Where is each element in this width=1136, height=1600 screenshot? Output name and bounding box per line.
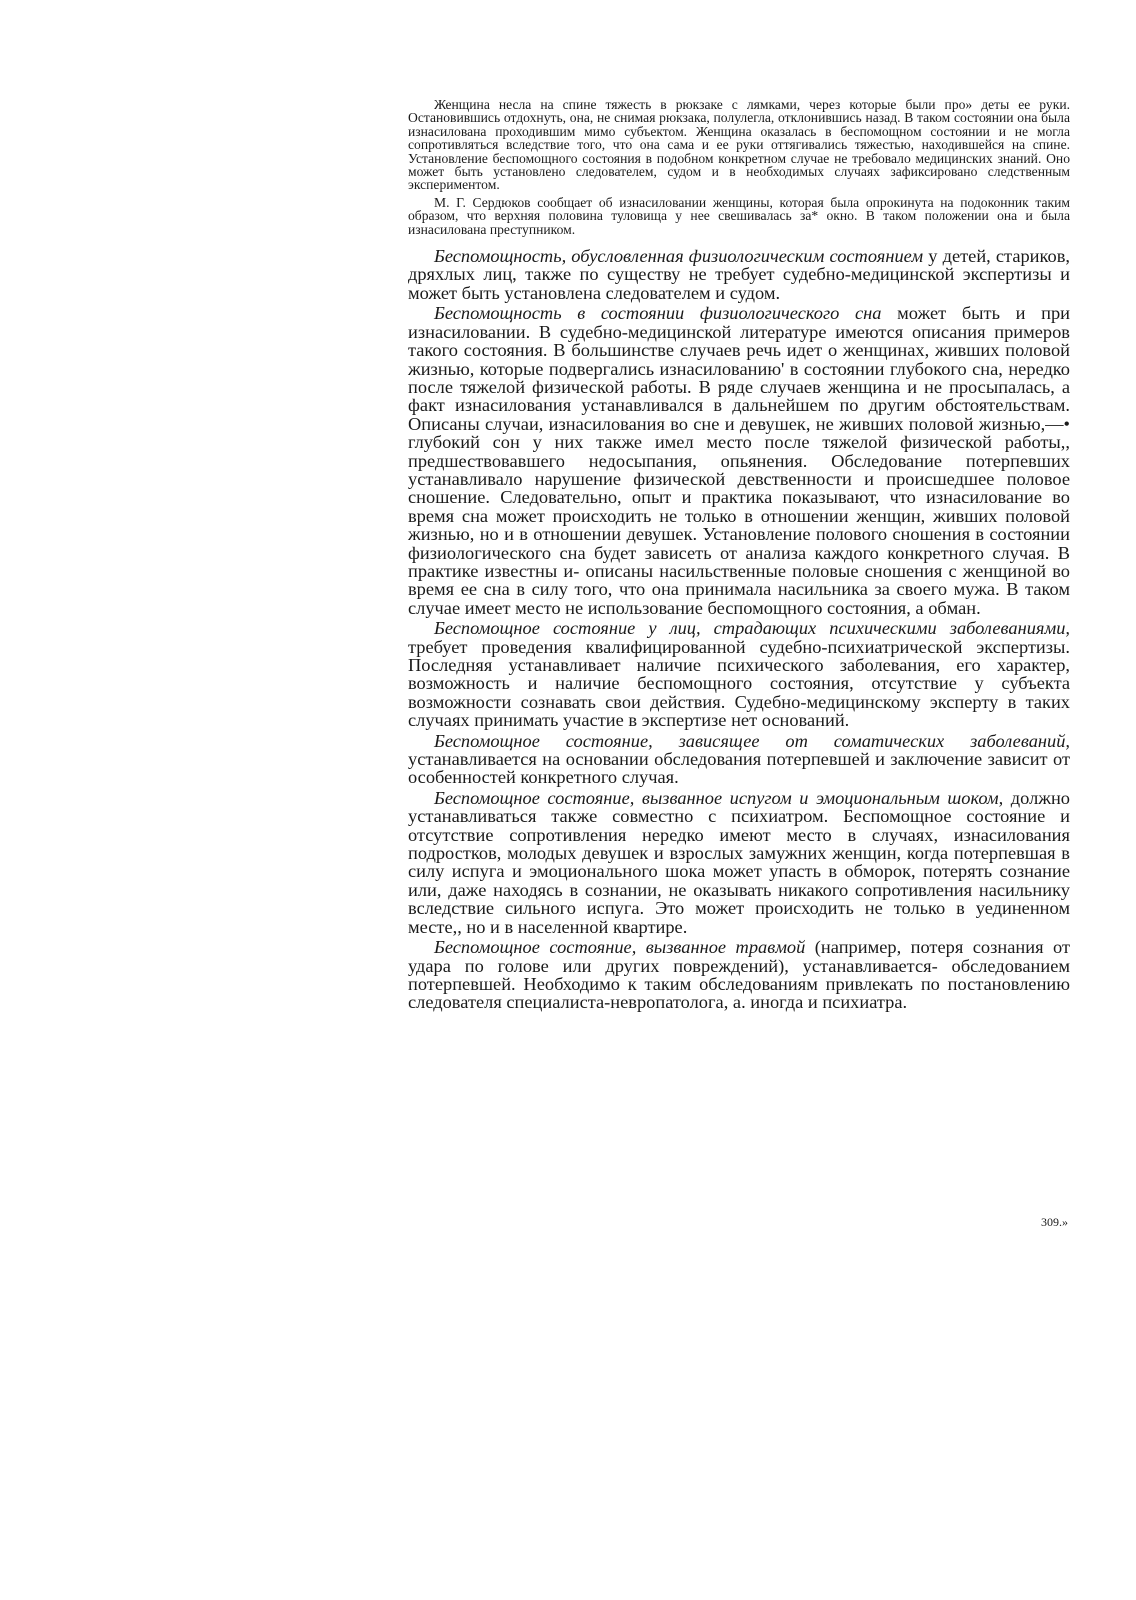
page-content [408, 98, 1070, 1012]
body-trauma: (например, потеря сознания от удара по голове или других повреждений), устанавливается- обследованием потерпевшей. Необходимо к таким обследованиям привлекать по постановлению следователя специалиста-невропатолога, а. иногда и психиатра. [408, 937, 1070, 1013]
emphasis-somatic-illness: Беспомощное состояние, зависящее от соматических заболеваний, [434, 730, 1070, 751]
paragraph-mental-illness [408, 619, 1070, 729]
paragraph-trauma [408, 938, 1070, 1012]
page-number: 309.» [1041, 1215, 1068, 1229]
emphasis-sleep: Беспомощность в состоянии физиологического сна [434, 303, 882, 324]
emphasis-trauma: Беспомощное состояние, вызванное травмой [434, 937, 806, 958]
paragraph-sleep [408, 304, 1070, 617]
paragraph-physiological-state [408, 247, 1070, 302]
body-physiological-state: у детей, стариков, дряхлых лиц, также по существу не требует судебно-медицинской экспертизы и может быть установлена следователем и судом. [408, 246, 1070, 303]
emphasis-physiological-state: Беспомощность, обусловленная физиологическим состоянием [434, 246, 924, 267]
body-mental-illness: требует проведения квалифицированной судебно-психиатрической экспертизы. Последняя устанавливает наличие психического заболевания, его характер, возможность и наличие беспомощного состояния, отсутствие у субъекта возможности сознавать свои действия. Судебно-медицинскому эксперту в таких случаях принимать участие в экспертизе нет оснований. [408, 636, 1070, 731]
body-sleep: может быть и при изнасиловании. В судебно-медицинской литературе имеются описания примеров такого состояния. В большинстве случаев речь идет о женщинах, живших половой жизнью, которые подвергались изнасилованию' в состоянии глубокого сна, нередко после тяжелой физической работы. В ряде случаев женщина и не просыпалась, а факт изнасилования устанавливался в дальнейшем по другим обстоятельствам. Описаны случаи, изнасилования во сне и девушек, не живших половой жизнью,—• глубокий сон у них также имел место после тяжелой физической работы,, предшествовавшего недосыпания, опьянения. Обследование потерпевших устанавливало нарушение физической девственности и происшедшее половое сношение. Следовательно, опыт и практика показывают, что изнасилование во время сна может происходить не только в отношении женщин, живших половой жизнью, но и в отношении девушек. Установление полового сношения в состоянии физиологического сна будет зависеть от анализа каждого конкретного случая. В практике известны и- описаны насильственные половые сношения с женщиной во время ее сна в силу того, что она принимала насильника за своего мужа. В таком случае имеет место не использование беспомощного состояния, а обман. [408, 303, 1070, 618]
main-text [408, 247, 1070, 1012]
case-paragraph-backpack: Женщина несла на спине тяжесть в рюкзаке с лямками, через которые были про» деты ее руки. Остановившись отдохнуть, она, не снимая рюкзака, полулегла, отклонившись назад. В таком состоянии она была изнасилована проходившим мимо субъектом. Женщина оказалась в беспомощном состоянии и не могла сопротивляться вследствие того, что она сама и ее руки оттягивались тяжестью, находившейся на спине. Установление беспомощного состояния в подобном конкретном случае не требовало медицинских знаний. Оно может быть установлено следователем, судом и в необходимых случаях зафиксировано следственным экспериментом. [408, 97, 1070, 193]
emphasis-mental-illness: Беспомощное состояние у лиц, страдающих психическими заболеваниями, [434, 618, 1070, 639]
body-fear-shock: должно устанавливаться также совместно с психиатром. Беспомощное состояние и отсутствие сопротивления нередко имеют место в случаях, изнасилования подростков, молодых девушек и взрослых замужних женщин, когда потерпевшая в силу испуга и эмоционального шока может упасть в обморок, потерять сознание или, даже находясь в сознании, не оказывать никакого сопротивления насильнику вследствие сильного испуга. Это может происходить не только в уединенном месте,, но и в населенной квартире. [408, 787, 1070, 937]
paragraph-fear-shock [408, 789, 1070, 936]
paragraph-somatic-illness [408, 732, 1070, 787]
emphasis-fear-shock: Беспомощное состояние, вызванное испугом и эмоциональным шоком, [434, 787, 1004, 808]
case-paragraph-windowsill: М. Г. Сердюков сообщает об изнасиловании женщины, которая была опрокинута на подоконник таким образом, что верхняя половина туловища у нее свешивалась за* окно. В таком положении она и была изнасилована преступником. [408, 194, 1070, 237]
body-somatic-illness: устанавливается на основании обследования потерпевшей и заключение зависит от особенностей конкретного случая. [408, 749, 1070, 788]
case-examples [408, 98, 1070, 236]
